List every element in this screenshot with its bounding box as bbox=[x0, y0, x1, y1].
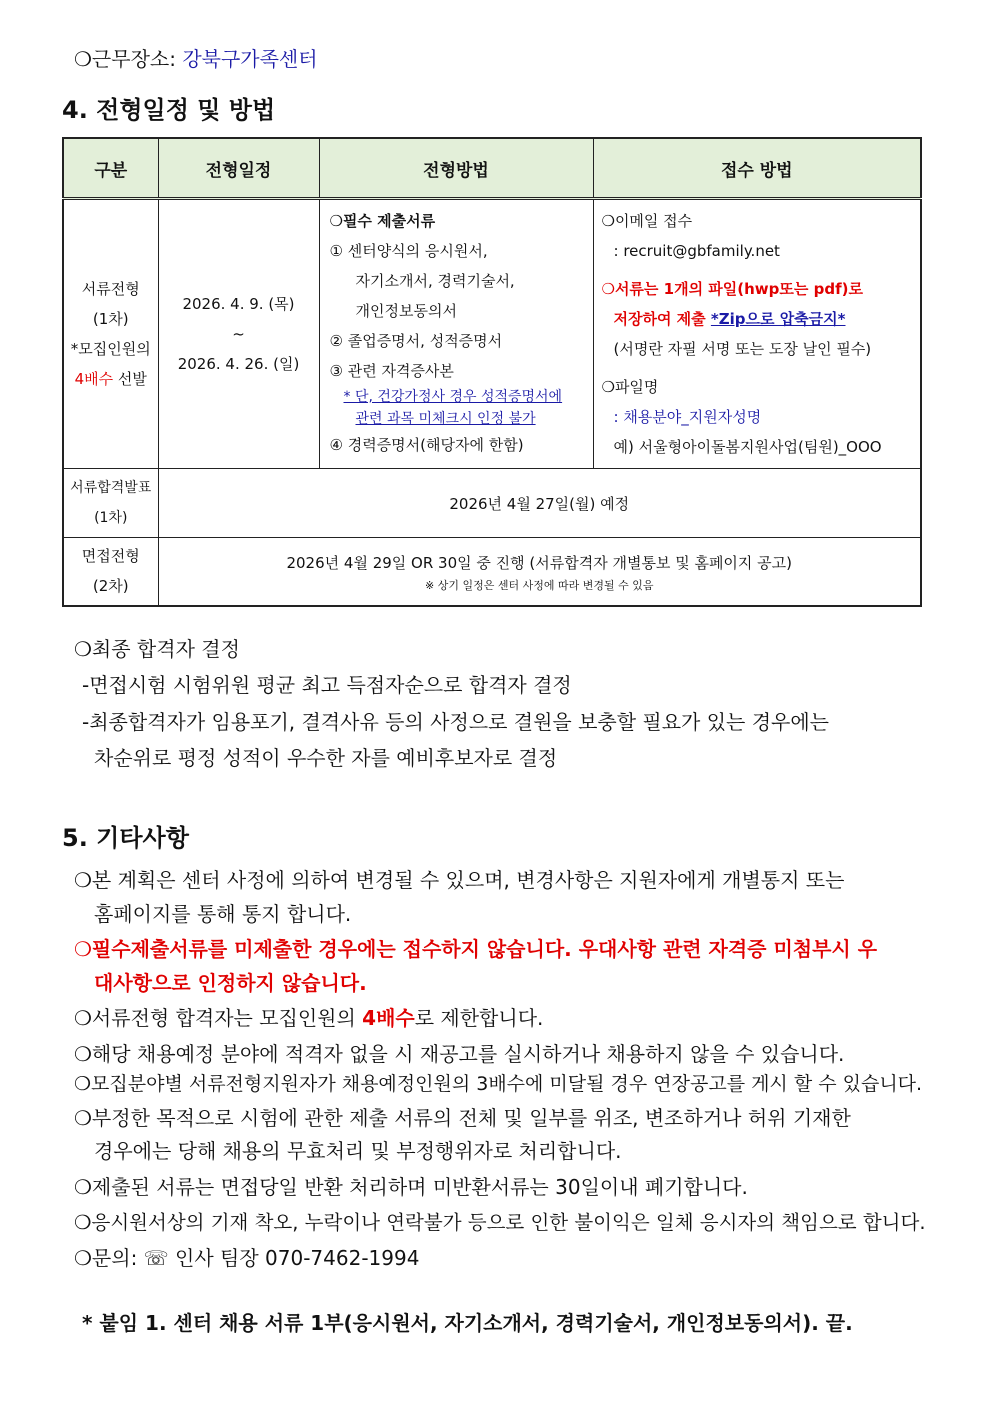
zip-warning: *Zip으로 압축금지* bbox=[710, 310, 846, 328]
notice-7: ❍제출된 서류는 면접당일 반환 처리하며 미반환서류는 30일이내 폐기합니다. bbox=[74, 1175, 748, 1199]
stage-interview-a: 면접전형 bbox=[81, 547, 140, 566]
method-item-4: ④ 경력증명서(해당자에 한함) bbox=[329, 436, 524, 454]
method-title: ❍필수 제출서류 bbox=[329, 212, 436, 230]
interview-info bbox=[158, 538, 921, 606]
method-item-2: ② 졸업증명서, 성적증명서 bbox=[329, 332, 503, 350]
method-item-1c: 개인정보동의서 bbox=[355, 302, 457, 320]
file-rule-b bbox=[602, 304, 915, 334]
section4-title: 4. 전형일정 및 방법 bbox=[62, 96, 276, 124]
workplace-value: 강북구가족센터 bbox=[182, 47, 318, 71]
filename-title: ❍파일명 bbox=[601, 378, 659, 396]
sign-rule: (서명란 자필 서명 또는 도장 날인 필수) bbox=[613, 340, 872, 358]
table-row bbox=[63, 538, 921, 606]
notice-1a: ❍본 계획은 센터 사정에 의하여 변경될 수 있으며, 변경사항은 지원자에게 개별통지 또는 bbox=[74, 868, 845, 892]
final-line-1: -면접시험 시험위원 평균 최고 득점자순으로 합격자 결정 bbox=[82, 673, 572, 697]
stage-announce bbox=[63, 469, 158, 538]
workplace-label: ❍근무장소: bbox=[74, 47, 183, 71]
notice-4: ❍해당 채용예정 분야에 적격자 없을 시 재공고를 실시하거나 채용하지 않을 수 있습니다. bbox=[74, 1042, 845, 1066]
announce-date: 2026년 4월 27일(월) 예정 bbox=[158, 469, 921, 538]
notice-9: ❍문의: ☏ 인사 팀장 070-7462-1994 bbox=[74, 1246, 420, 1270]
stage-document bbox=[63, 199, 158, 469]
final-line-3: 차순위로 평정 성적이 우수한 자를 예비후보자로 결정 bbox=[94, 746, 558, 770]
header-category: 구분 bbox=[63, 138, 158, 199]
table-header-row bbox=[63, 138, 921, 199]
method-note bbox=[330, 386, 587, 430]
filename-format: : 채용분야_지원자성명 bbox=[613, 408, 762, 426]
stage-interview bbox=[63, 538, 158, 606]
multiplier-suffix: 선발 bbox=[113, 370, 147, 388]
stage-round: (1차) bbox=[92, 310, 129, 328]
stage-multiplier bbox=[64, 364, 158, 394]
file-rule-b-text: 저장하여 제출 bbox=[613, 310, 711, 328]
stage-label: 서류전형 bbox=[81, 280, 140, 298]
workplace-line bbox=[74, 43, 318, 72]
filename-example: 예) 서울형아이돌봄지원사업(팀원)_OOO bbox=[613, 438, 882, 456]
date-separator: ~ bbox=[232, 325, 245, 343]
final-line-2: -최종합격자가 임용포기, 결격사유 등의 사정으로 결원을 보충할 필요가 있는 경우에는 bbox=[82, 710, 829, 734]
notice-5: ❍모집분야별 서류전형지원자가 채용예정인원의 3배수에 미달될 경우 연장공고를 게시 할 수 있습니다. bbox=[74, 1073, 923, 1095]
method-item-1b: 자기소개서, 경력기술서, bbox=[355, 272, 515, 290]
email-address: : recruit@gbfamily.net bbox=[613, 242, 780, 260]
section5-title: 5. 기타사항 bbox=[62, 824, 189, 852]
schedule-table bbox=[62, 137, 922, 607]
table-row bbox=[63, 199, 921, 469]
notice-1b: 홈페이지를 통해 통지 합니다. bbox=[94, 902, 352, 926]
notice-8: ❍응시원서상의 기재 착오, 누락이나 연락불가 등으로 인한 불이익은 일체 응시자의 책임으로 합니다. bbox=[74, 1211, 926, 1234]
file-rule-a: ❍서류는 1개의 파일(hwp또는 pdf)로 bbox=[601, 280, 863, 298]
schedule-dates bbox=[158, 199, 319, 469]
method-item-1: ① 센터양식의 응시원서, bbox=[329, 242, 488, 260]
interview-date: 2026년 4월 29일 OR 30일 중 진행 (서류합격자 개별통보 및 홈페이지 공고) bbox=[286, 554, 793, 573]
stage-announce-b: (1차) bbox=[94, 510, 128, 526]
attachment-line: * 붙임 1. 센터 채용 서류 1부(응시원서, 자기소개서, 경력기술서, 개인정보동의서). 끝. bbox=[82, 1311, 853, 1335]
schedule-note: ※ 상기 일정은 센터 사정에 따라 변경될 수 있음 bbox=[425, 579, 654, 593]
method-note-a: * 단, 건강가정사 경우 성적증명서에 bbox=[343, 389, 563, 405]
table-row bbox=[63, 469, 921, 538]
notice-3a: ❍서류전형 합격자는 모집인원의 bbox=[74, 1006, 363, 1030]
stage-announce-a: 서류합격발표 bbox=[70, 480, 152, 496]
notice-6b: 경우에는 당해 채용의 무효처리 및 부정행위자로 처리합니다. bbox=[94, 1139, 622, 1163]
reception-cell bbox=[593, 199, 921, 469]
stage-note: *모집인원의 bbox=[70, 340, 151, 358]
notice-3c: 로 제한합니다. bbox=[414, 1006, 544, 1030]
multiplier-value: 4배수 bbox=[74, 370, 114, 388]
final-title: ❍최종 합격자 결정 bbox=[74, 637, 240, 661]
stage-interview-b: (2차) bbox=[92, 577, 129, 596]
email-title: ❍이메일 접수 bbox=[601, 212, 693, 230]
method-item-3: ③ 관련 자격증사본 bbox=[329, 362, 454, 380]
notice-2b: 대사항으로 인정하지 않습니다. bbox=[94, 971, 367, 995]
notice-3b: 4배수 bbox=[362, 1006, 415, 1030]
date-start: 2026. 4. 9. (목) bbox=[182, 295, 295, 313]
notice-2a: ❍필수제출서류를 미제출한 경우에는 접수하지 않습니다. 우대사항 관련 자격증 미첨부시 우 bbox=[74, 937, 878, 961]
notice-6a: ❍부정한 목적으로 시험에 관한 제출 서류의 전체 및 일부를 위조, 변조하거나 허위 기재한 bbox=[74, 1106, 851, 1130]
header-reception: 접수 방법 bbox=[593, 138, 921, 199]
method-note-b: 관련 과목 미체크시 인정 불가 bbox=[355, 411, 536, 427]
header-schedule: 전형일정 bbox=[158, 138, 319, 199]
method-cell bbox=[319, 199, 593, 469]
header-method: 전형방법 bbox=[319, 138, 593, 199]
date-end: 2026. 4. 26. (일) bbox=[177, 355, 300, 373]
notice-3 bbox=[74, 1002, 543, 1031]
